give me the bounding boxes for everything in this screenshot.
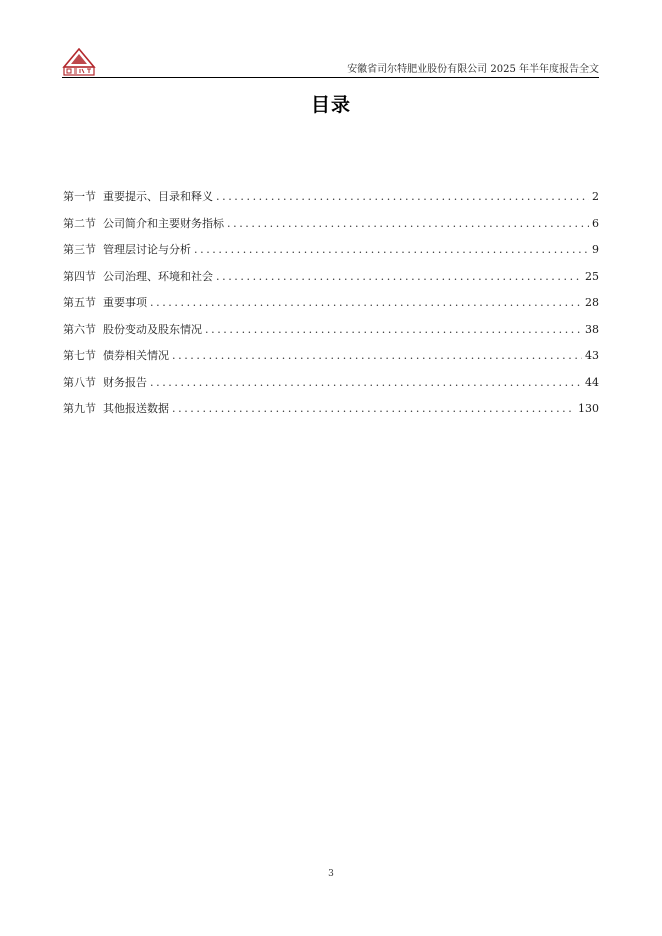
page-title: 目录 xyxy=(310,94,351,116)
toc-entry[interactable] xyxy=(63,217,599,244)
toc-section-title: 公司治理、环境和社会 xyxy=(103,269,213,283)
toc-entry[interactable] xyxy=(63,376,599,403)
toc-section-number: 第三节 xyxy=(63,243,96,256)
toc-dot-leader xyxy=(216,270,582,284)
toc-dot-leader xyxy=(205,323,582,337)
toc-entry[interactable] xyxy=(63,243,599,270)
toc-entry[interactable] xyxy=(63,190,599,217)
toc-section-title: 公司简介和主要财务指标 xyxy=(103,216,224,230)
toc-section-title: 管理层讨论与分析 xyxy=(103,243,191,256)
header-divider xyxy=(62,77,599,78)
toc-section-number: 第二节 xyxy=(63,216,96,230)
toc-section-title: 重要事项 xyxy=(103,296,147,309)
toc-page-number: 43 xyxy=(585,349,599,362)
toc-entry[interactable] xyxy=(63,296,599,323)
toc-page-number: 25 xyxy=(585,269,599,283)
toc-entry[interactable] xyxy=(63,349,599,376)
toc-page-number: 44 xyxy=(585,375,599,389)
toc-section-number: 第五节 xyxy=(63,296,96,309)
toc-dot-leader xyxy=(216,190,589,204)
toc-entry[interactable] xyxy=(63,323,599,350)
toc-section-number: 第九节 xyxy=(63,402,96,415)
table-of-contents xyxy=(63,190,599,429)
toc-section-title: 其他报送数据 xyxy=(103,402,169,415)
toc-page-number: 130 xyxy=(578,402,599,415)
toc-entry[interactable] xyxy=(63,270,599,297)
toc-dot-leader xyxy=(227,217,589,231)
toc-dot-leader xyxy=(172,349,582,363)
toc-section-title: 股份变动及股东情况 xyxy=(103,322,202,336)
toc-page-number: 38 xyxy=(585,322,599,336)
toc-page-number: 9 xyxy=(592,243,599,256)
toc-dot-leader xyxy=(172,402,575,416)
page-number: 3 xyxy=(328,869,334,879)
report-header-title: 安徽省司尔特肥业股份有限公司 2025 年半年度报告全文 xyxy=(347,64,599,75)
toc-section-title: 财务报告 xyxy=(103,375,147,389)
toc-section-number: 第六节 xyxy=(63,322,96,336)
company-logo xyxy=(62,48,96,76)
toc-section-title: 重要提示、目录和释义 xyxy=(103,190,213,203)
toc-page-number: 2 xyxy=(592,190,599,203)
toc-dot-leader xyxy=(150,296,582,310)
toc-section-number: 第八节 xyxy=(63,375,96,389)
toc-section-number: 第七节 xyxy=(63,349,96,362)
toc-entry[interactable] xyxy=(63,402,599,429)
toc-dot-leader xyxy=(150,376,582,390)
toc-section-title: 债券相关情况 xyxy=(103,349,169,362)
toc-page-number: 28 xyxy=(585,296,599,309)
toc-section-number: 第一节 xyxy=(63,190,96,203)
toc-dot-leader xyxy=(194,243,589,257)
toc-section-number: 第四节 xyxy=(63,269,96,283)
toc-page-number: 6 xyxy=(592,216,599,230)
